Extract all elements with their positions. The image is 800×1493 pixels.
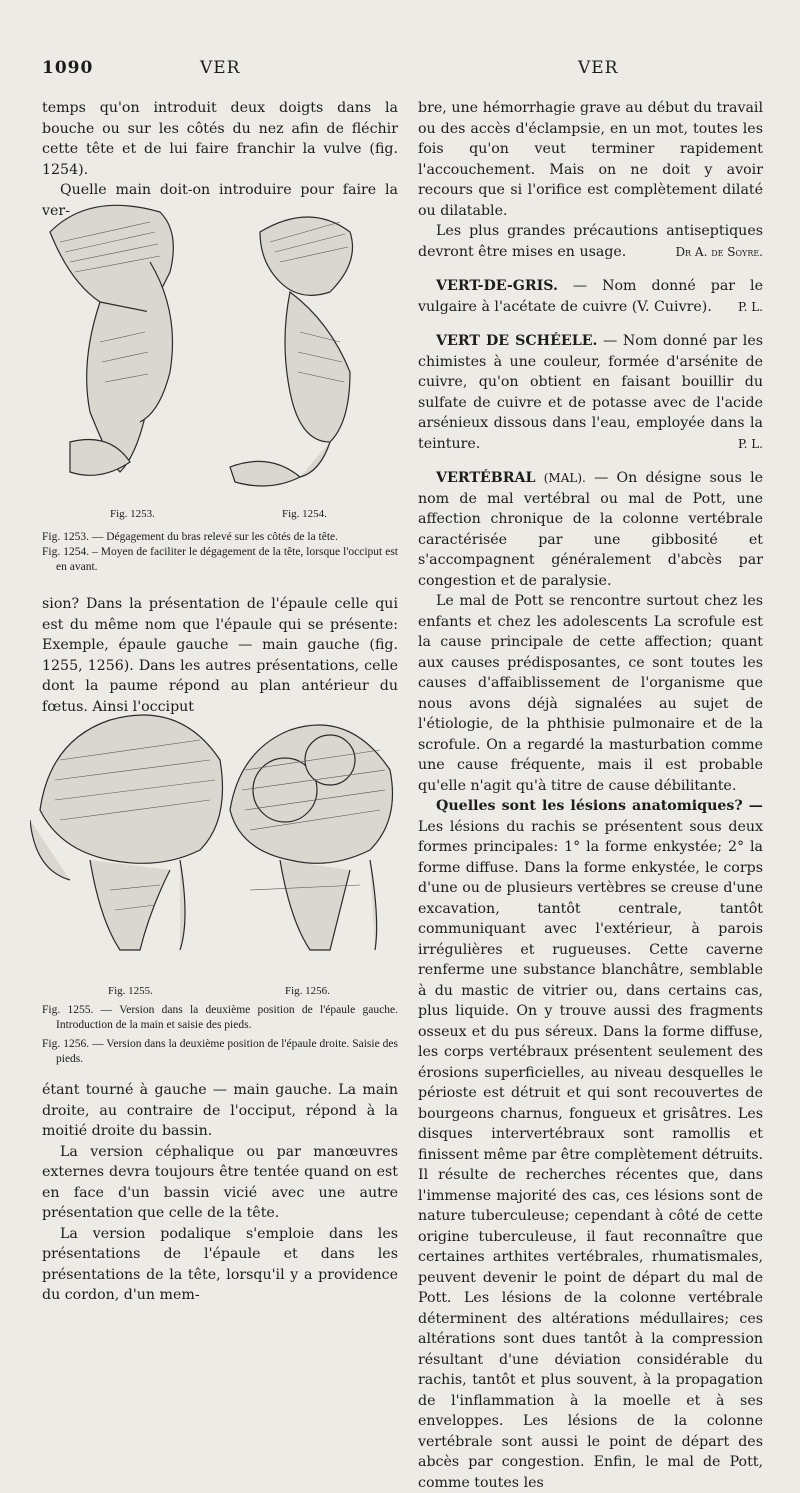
page-number: 1090 <box>42 58 94 78</box>
entry-title: VERT DE SCHÉELE. <box>436 333 598 349</box>
entry-vert-de-scheele <box>418 331 763 454</box>
paragraph: Le mal de Pott se rencontre surtout chez les enfants et chez les adolescents La scrofule est la cause principale de cette affection; quant aux causes prédisposantes, ce sont toutes les causes d'affaiblissement de l'organisme que nous avons déjà signalées au sujet de l'étiologie, de la phthisie pulmonaire et de la scrofule. On a regardé la masturbation comme une cause fréquente, mais il est probable qu'elle n'agit qu'à titre de cause débilitante. <box>418 593 763 794</box>
left-column-bottom <box>42 1080 398 1306</box>
figure-label: Fig. 1253. <box>110 508 155 520</box>
running-head-right: VER <box>578 58 619 78</box>
paragraph <box>418 221 763 262</box>
entry-text: — Nom donné par le vulgaire à l'acétate de cuivre (V. Cuivre). <box>418 278 763 315</box>
figure-captions-bottom <box>42 1003 398 1067</box>
figure-label: Fig. 1255. <box>108 985 153 997</box>
paragraph: étant tourné à gauche — main gauche. La main droite, au contraire de l'occiput, répond à la moitié droite du bassin. <box>42 1082 398 1139</box>
left-column-mid <box>42 594 398 717</box>
entry-title: VERT-DE-GRIS. <box>436 278 558 294</box>
paragraph: sion? Dans la présentation de l'épaule celle qui est du même nom que l'épaule qui se présente: Exemple, épaule gauche — main gauche (fig. 1255, 1256). Dans les autres présentations, celle dont la paume répond au plan antérieur du fœtus. Ainsi l'occiput <box>42 596 398 715</box>
running-head-left: VER <box>200 58 241 78</box>
caption: Fig. 1255. — Version dans la deuxième position de l'épaule gauche. Introduction de la main et saisie des pieds. <box>42 1004 398 1031</box>
figure-1255-1256 <box>30 700 400 1000</box>
figure-1253-1254 <box>30 192 400 522</box>
entry-title: VERTÉBRAL <box>436 470 536 486</box>
caption: Fig. 1254. – Moyen de faciliter le dégagement de la tête, lorsque l'occiput est en avant. <box>42 546 398 573</box>
entry-text: — On désigne sous le nom de mal vertébral ou mal de Pott, une affection chronique de la colonne vertébrale caractérisée par une gibbosité et s'accompagnent généralement d'abcès par congestion et de paralysie. <box>418 470 764 589</box>
figure-captions-top <box>42 530 398 575</box>
figure-label: Fig. 1256. <box>285 985 330 997</box>
paragraph-text: Les plus grandes précautions antiseptiques devront être mises en usage. <box>418 223 763 260</box>
author-signature: P. L. <box>737 436 763 451</box>
engraving-illustration <box>30 700 400 975</box>
figure-label: Fig. 1254. <box>282 508 327 520</box>
paragraph: La version podalique s'emploie dans les présentations de l'épaule et dans les présentations de la tête, lorsqu'il y a providence du cordon, d'un mem- <box>42 1225 398 1303</box>
paragraph <box>418 796 763 1493</box>
paragraph-text: Les lésions du rachis se présentent sous deux formes principales: 1° la forme enkystée; 2° la forme diffuse. Dans la forme enkystée, le corps d'une ou de plusieurs vertèbres se creuse d'une excavation, tantôt centrale, tantôt communiquant avec l'extérieur, à parois irrégulières et rugueuses. Cette caverne renferme une substance blanchâtre, semblable à du mastic de vitrier ou, dans certains cas, plus liquide. On y trouve aussi des fragments osseux et du pus séreux. Dans la forme diffuse, les corps vertébraux présentent seulement des érosions superficielles, au niveau desquelles le périoste est détruit et qui sont recouvertes de bourgeons charnus, fongueux et grisâtres. Les disques intervertébraux sont ramollis et finissent même par être complètement détruits. Il résulte de recherches récentes que, dans l'immense majorité des cas, ces lésions sont de nature tuberculeuse; cependant à côté de cette origine tuberculeuse, il faut reconnaître que certaines arthites vertébrales, rhumatismales, peuvent devenir le point de départ du mal de Pott. Les lésions de la colonne vertébrale déterminent des altérations médullaires; ces altérations sont dues tantôt à la compression résultant d'une déviation considérable du rachis, tantôt et plus souvent, à la propagation de l'inflammation à la moelle et à ses enveloppes. Les lésions de la colonne vertébrale sont aussi le point de départ des abcès par congestion. Enfin, le mal de Pott, comme toutes les <box>418 818 763 1491</box>
paragraph: bre, une hémorrhagie grave au début du travail ou des accès d'éclampsie, en un mot, toutes les fois qu'on veut terminer rapidement l'accouchement. Mais on ne doit y avoir recours que si l'orifice est complètement dilaté ou dilatable. <box>418 100 763 219</box>
caption: Fig. 1256. — Version dans la deuxième position de l'épaule droite. Saisie des pieds. <box>42 1038 398 1065</box>
entry-tag: (MAL). <box>543 471 586 485</box>
author-signature: Dr A. de Soyre. <box>675 244 763 259</box>
paragraph: Quelle main doit-on introduire pour faire la ver- <box>42 182 398 219</box>
engraving-illustration <box>30 192 400 502</box>
paragraph: temps qu'on introduit deux doigts dans la bouche ou sur les côtés du nez afin de fléchir cette tête et de lui faire franchir la vulve (fig. 1254). <box>42 100 398 178</box>
paragraph: La version céphalique ou par manœuvres externes devra toujours être tentée quand on est en face d'un bassin vicié avec une autre présentation que celle de la tête. <box>42 1143 398 1221</box>
entry-vertebral <box>418 468 763 591</box>
entry-vert-de-gris <box>418 276 763 317</box>
entry-text: — Nom donné par les chimistes à une couleur, formée d'arsénite de cuivre, qu'on obtient en faisant bouillir du sulfate de cuivre et de potasse avec de l'acide arsénieux dissous dans l'eau, employée dans la teinture. <box>418 333 763 452</box>
subsection-title: Quelles sont les lésions anatomiques? — <box>436 798 763 814</box>
author-signature: P. L. <box>737 299 763 314</box>
caption: Fig. 1253. — Dégagement du bras relevé sur les côtés de la tête. <box>42 531 339 543</box>
right-column <box>418 98 763 1493</box>
